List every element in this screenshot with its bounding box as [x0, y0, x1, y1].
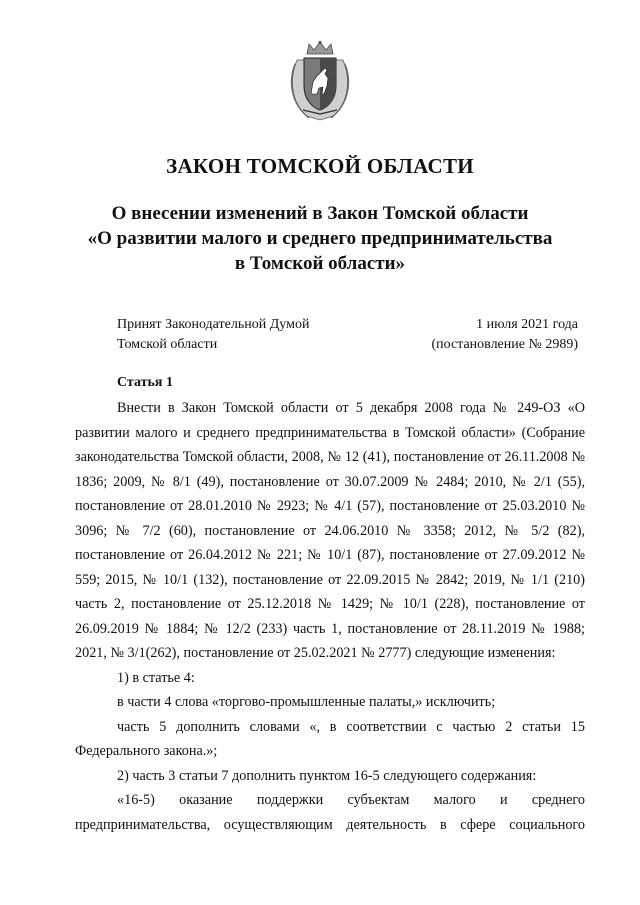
subtitle-line: в Томской области»	[234, 253, 406, 274]
subtitle-line: О внесении изменений в Закон Томской области	[111, 203, 529, 224]
subtitle-line: «О развитии малого и среднего предпринимательства	[87, 228, 553, 249]
paragraph: 2) часть 3 статьи 7 дополнить пунктом 16-5 следующего содержания:	[117, 767, 537, 784]
adopted-by-line: Томской области	[117, 337, 218, 352]
paragraph: 1) в статье 4:	[117, 669, 195, 686]
paragraph: Внести в Закон Томской области от 5 декабря 2008 года № 249-ОЗ «О развитии малого и среднего предпринимательства в Томской области» (Собрание законодательства Томской области, 2008, № 12 (41), постановление от 26.11.2008 № 1836; 2009, № 8/1 (49), постановление от 30.07.2009 № 2484; 2010, № 2/1 (55), постановление от 28.01.2010 № 2923; № 4/1 (57), постановление от 25.03.2010 № 3096; № 7/2 (60), постановление от 24.06.2010 № 3358; 2012, № 5/2 (82), постановление от 26.04.2012 № 221; № 10/1 (87), постановление от 27.09.2012 № 559; 2015, № 10/1 (132), постановление от 22.09.2015 № 2842; 2019, № 1/1 (210) часть 2, постановление от 25.12.2018 № 1429; № 10/1 (228), постановление от 26.09.2019 № 1884; № 12/2 (233) часть 1, постановление от 28.11.2019 № 1988; 2021, № 3/1(262), постановление от 25.02.2021 № 2777) следующие изменения:	[75, 400, 585, 661]
adopted-by	[117, 315, 309, 355]
paragraph: в части 4 слова «торгово-промышленные палаты,» исключить;	[117, 694, 496, 710]
resolution-number: (постановление № 2989)	[431, 337, 578, 352]
adoption-date-line: 1 июля 2021 года	[476, 317, 578, 332]
paragraph: часть 5 дополнить словами «, в соответствии с частью 2 статьи 15 Федерального закона.»;	[75, 718, 585, 759]
article-heading: Статья 1	[117, 375, 173, 390]
law-title: ЗАКОН ТОМСКОЙ ОБЛАСТИ	[166, 154, 474, 178]
adoption-date	[431, 315, 578, 355]
paragraph: «16-5) оказание поддержки субъектам малого и среднего предпринимательства, осуществляющим деятельность в сфере социального	[75, 792, 585, 833]
adopted-by-line: Принят Законодательной Думой	[117, 317, 310, 332]
article-body	[75, 396, 585, 837]
coat-of-arms-icon	[287, 40, 353, 122]
law-subtitle	[60, 201, 580, 276]
